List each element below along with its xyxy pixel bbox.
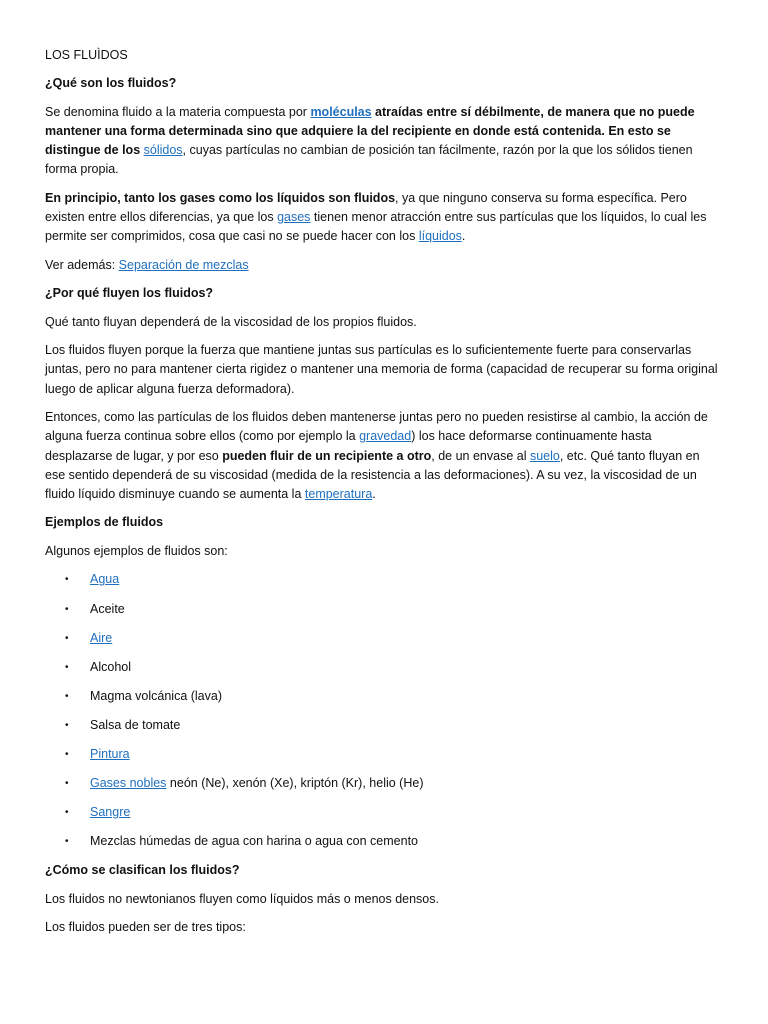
list-item — [45, 600, 721, 619]
text-segment: . — [461, 229, 466, 244]
text-segment: En principio, tanto los gases como los líquidos son fluidos — [45, 190, 396, 205]
heading-que-son: ¿Qué son los fluidos? — [45, 76, 177, 91]
heading-como-se-clasifican: ¿Cómo se clasifican los fluidos? — [45, 863, 240, 878]
bullet-icon: • — [65, 777, 69, 789]
text-segment: Ver además: — [45, 257, 119, 272]
list-item — [45, 658, 721, 677]
list-item-text: Mezclas húmedas de agua con harina o agua con cemento — [90, 834, 418, 849]
paragraph-ver-ademas — [45, 256, 721, 275]
paragraph-fuerza: Los fluidos fluyen porque la fuerza que mantiene juntas sus partículas es lo suficientemente fuerte para conservarlas juntas, pero no para mantener cierta rigidez o mantener una memoria de forma (capacidad de recuperar su forma original luego de aplicar alguna fuerza deformadora). — [45, 343, 718, 396]
list-item-link[interactable]: Aire — [90, 630, 113, 645]
list-item — [45, 745, 721, 764]
list-item-link[interactable]: Sangre — [90, 805, 131, 820]
bullet-icon: • — [65, 807, 69, 819]
list-item-link[interactable]: Agua — [90, 572, 120, 587]
link-moleculas[interactable]: moléculas — [310, 104, 372, 119]
list-item-rest: neón (Ne), xenón (Xe), kriptón (Kr), helio (He) — [166, 775, 424, 790]
text-segment: Entonces, como las partículas de los fluidos deben mantenerse juntas pero no pueden resistirse al cambio, la acción de alguna fuerza continua sobre ellos (como por ejemplo la — [45, 410, 708, 444]
list-item — [45, 803, 721, 822]
text-segment: , de un envase al — [431, 448, 530, 463]
paragraph-viscosidad: Qué tanto fluyan dependerá de la viscosidad de los propios fluidos. — [45, 314, 417, 329]
heading-por-que-fluyen: ¿Por qué fluyen los fluidos? — [45, 286, 214, 301]
list-item — [45, 629, 721, 648]
link-solidos[interactable]: sólidos — [143, 143, 183, 158]
text-segment: pueden fluir de un recipiente a otro — [222, 448, 432, 463]
bullet-icon: • — [65, 719, 69, 731]
list-item — [45, 570, 721, 589]
text-segment: , cuyas partículas no cambian de posición tan fácilmente, razón por la que los sólidos tienen forma propia. — [45, 143, 693, 177]
text-segment: tienen menor atracción entre sus partículas que los líquidos, lo cual les permite ser comprimidos, cosa que casi no se puede hacer con los — [45, 210, 707, 244]
document-body — [45, 46, 721, 947]
paragraph-no-newtonianos: Los fluidos no newtonianos fluyen como líquidos más o menos densos. — [45, 891, 439, 906]
link-liquidos[interactable]: líquidos — [418, 229, 462, 244]
text-segment: ) los hace deformarse continuamente hasta desplazarse de lugar, y por eso — [45, 429, 652, 463]
list-item-link[interactable]: Gases nobles — [90, 775, 167, 790]
list-item-link[interactable]: Pintura — [90, 746, 130, 761]
heading-ejemplos: Ejemplos de fluidos — [45, 515, 164, 530]
link-gravedad[interactable]: gravedad — [359, 429, 412, 444]
list-item — [45, 716, 721, 735]
bullet-icon: • — [65, 661, 69, 673]
list-item-text: Aceite — [90, 601, 125, 616]
text-segment: Se denomina fluido a la materia compuesta por — [45, 104, 311, 119]
link-temperatura[interactable]: temperatura — [304, 486, 373, 501]
paragraph-entonces — [45, 408, 721, 504]
bullet-icon: • — [65, 632, 69, 644]
list-item-text: Magma volcánica (lava) — [90, 688, 222, 703]
text-segment: , ya que ninguno conserva su forma específica. Pero existen entre ellos diferencias, ya que los — [45, 190, 687, 225]
text-segment: atraídas entre sí débilmente, de manera que no puede mantener una forma determinada sino que adquiere la del recipiente en donde está contenida. En esto se distingue de los — [45, 104, 695, 158]
link-separacion-mezclas[interactable]: Separación de mezclas — [118, 257, 249, 272]
examples-list — [45, 570, 721, 851]
link-suelo[interactable]: suelo — [529, 448, 560, 463]
paragraph-gases-liquidos — [45, 189, 721, 247]
bullet-icon: • — [65, 574, 69, 586]
list-item — [45, 687, 721, 706]
paragraph-definicion — [45, 103, 721, 180]
list-item — [45, 832, 721, 851]
bullet-icon: • — [65, 690, 69, 702]
text-segment: . — [372, 486, 376, 501]
text-segment: , etc. Qué tanto fluyan en ese sentido dependerá de su viscosidad (medida de la resistencia a las deformaciones). A su vez, la viscosidad de un fluido líquido disminuye cuando se aumenta la — [45, 448, 700, 501]
paragraph-algunos-ejemplos: Algunos ejemplos de fluidos son: — [45, 543, 228, 558]
list-item — [45, 774, 721, 793]
list-item-text: Alcohol — [90, 659, 131, 674]
link-gases[interactable]: gases — [277, 210, 311, 225]
bullet-icon: • — [65, 603, 69, 615]
bullet-icon: • — [65, 748, 69, 760]
list-item-text: Salsa de tomate — [90, 717, 181, 732]
document-title: LOS FLUÌDOS — [45, 48, 128, 62]
paragraph-tres-tipos: Los fluidos pueden ser de tres tipos: — [45, 920, 246, 935]
bullet-icon: • — [65, 836, 69, 848]
